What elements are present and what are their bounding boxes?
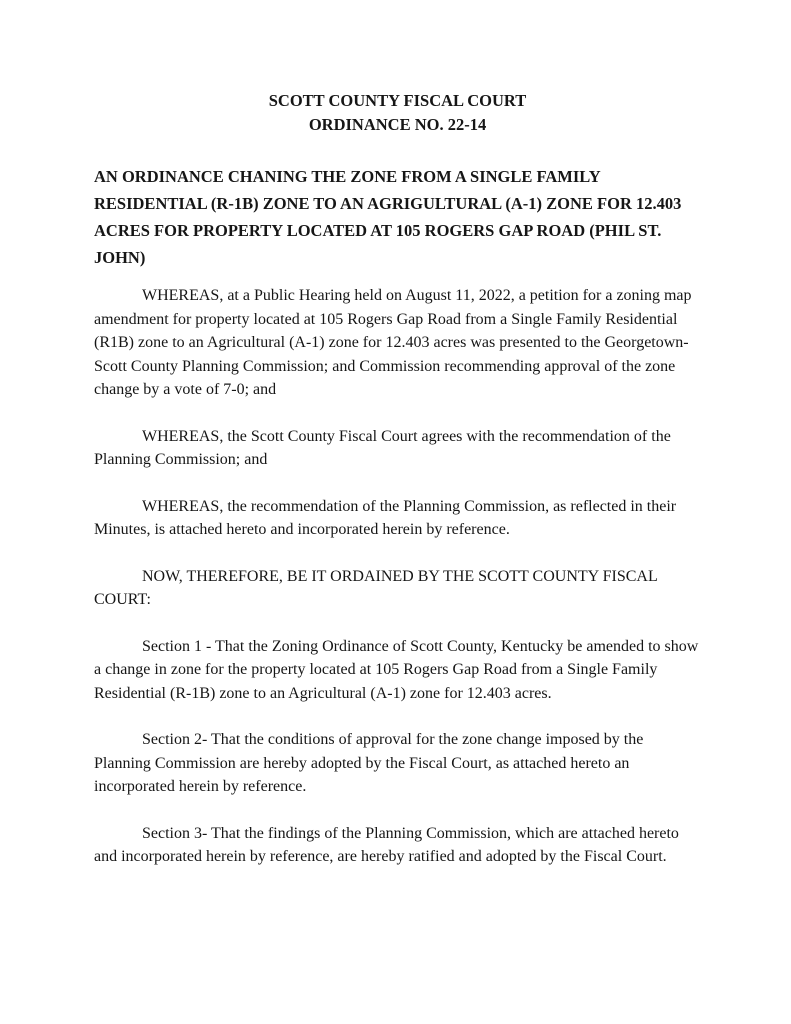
paragraph-section-3: Section 3- That the findings of the Planning Commission, which are attached hereto and incorporated herein by reference, are hereby ratified and adopted by the Fiscal Court. — [94, 824, 679, 865]
paragraph-whereas-1: WHEREAS, at a Public Hearing held on August 11, 2022, a petition for a zoning map amendment for property located at 105 Rogers Gap Road from a Single Family Residential (R1B) zone to an Agricultural (A-1) zone for 12.403 acres was presented to the Georgetown-Scott County Planning Commission; and Commission recommending approval of the zone change by a vote of 7-0; and — [94, 287, 692, 398]
ordinance-number: ORDINANCE NO. 22-14 — [308, 115, 487, 134]
paragraph-section-1: Section 1 - That the Zoning Ordinance of Scott County, Kentucky be amended to show a change in zone for the property located at 105 Rogers Gap Road from a Single Family Residential (R-1B) zone to an Agricultural (A-1) zone for 12.403 acres. — [94, 637, 699, 702]
ordinance-heading: AN ORDINANCE CHANING THE ZONE FROM A SINGLE FAMILY RESIDENTIAL (R-1B) ZONE TO AN AGRIGULTURAL (A-1) ZONE FOR 12.403 ACRES FOR PROPERTY LOCATED AT 105 ROGERS GAP ROAD (PHIL ST. JOHN) — [94, 167, 682, 267]
paragraph-section-2: Section 2- That the conditions of approval for the zone change imposed by the Planning Commission are hereby adopted by the Fiscal Court, as attached hereto an incorporated herein by reference. — [94, 731, 644, 795]
document-title-block — [94, 89, 701, 137]
court-title: SCOTT COUNTY FISCAL COURT — [268, 91, 527, 110]
paragraph-whereas-3: WHEREAS, the recommendation of the Planning Commission, as reflected in their Minutes, is attached hereto and incorporated herein by reference. — [94, 497, 677, 538]
paragraph-now-therefore: NOW, THEREFORE, BE IT ORDAINED BY THE SCOTT COUNTY FISCAL COURT: — [94, 567, 658, 608]
paragraph-whereas-2: WHEREAS, the Scott County Fiscal Court agrees with the recommendation of the Planning Commission; and — [94, 427, 671, 468]
